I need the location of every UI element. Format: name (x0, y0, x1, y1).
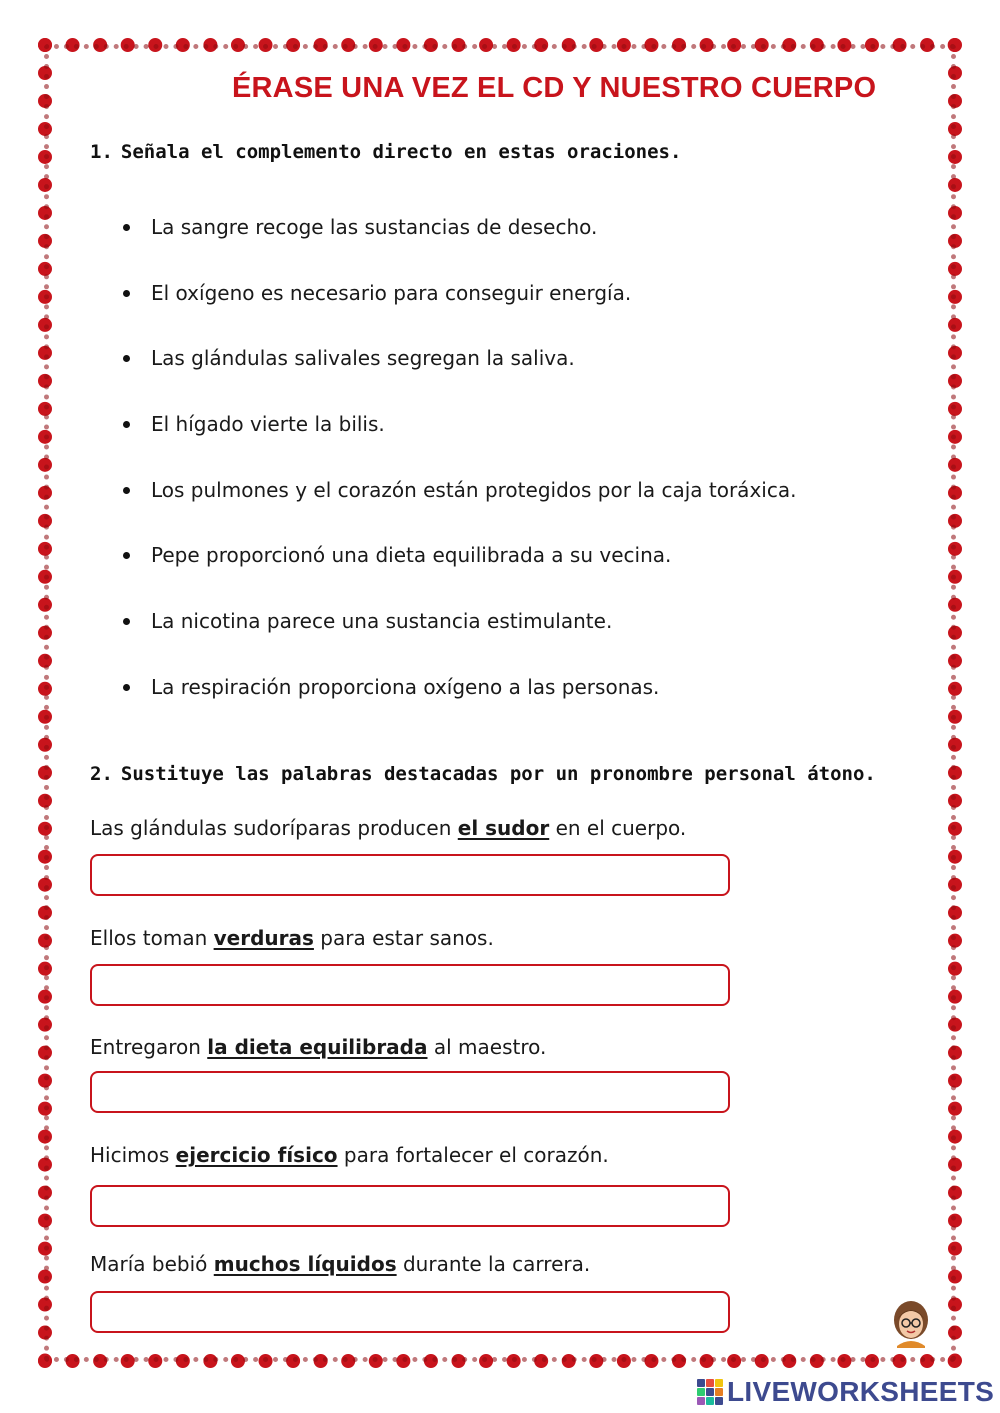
exercise-sentence (90, 926, 494, 950)
sentence-text: Entregaron (90, 1035, 208, 1059)
sentence-text: al maestro. (427, 1035, 547, 1059)
list-item[interactable]: El oxígeno es necesario para conseguir energía. (120, 272, 796, 338)
question-number: 2. (90, 763, 113, 785)
answer-input[interactable] (90, 854, 730, 896)
list-item[interactable]: Los pulmones y el corazón están protegidos por la caja toráxica. (120, 469, 796, 535)
exercise-sentence (90, 1143, 609, 1167)
answer-input[interactable] (90, 1291, 730, 1333)
liveworksheets-logo-icon (697, 1379, 723, 1405)
sentence-text: en el cuerpo. (549, 816, 687, 840)
sentence-text: Ellos toman (90, 926, 214, 950)
liveworksheets-logo (697, 1372, 994, 1412)
list-item[interactable]: La respiración proporciona oxígeno a las personas. (120, 666, 796, 732)
list-item[interactable]: Las glándulas salivales segregan la saliva. (120, 337, 796, 403)
sentence-text: para estar sanos. (313, 926, 494, 950)
sentence-text: Las glándulas sudoríparas producen (90, 816, 458, 840)
answer-input[interactable] (90, 964, 730, 1006)
list-item[interactable]: El hígado vierte la bilis. (120, 403, 796, 469)
answer-input[interactable] (90, 1185, 730, 1227)
question-number: 1. (90, 141, 113, 163)
exercise-sentence (90, 1035, 546, 1059)
answer-input[interactable] (90, 1071, 730, 1113)
list-item[interactable]: La sangre recoge las sustancias de desecho. (120, 206, 796, 272)
sentence-text: María bebió (90, 1252, 214, 1276)
question-2-instruction (90, 763, 876, 785)
exercise-sentence (90, 1252, 590, 1276)
logo-text: LIVEWORKSHEETS (727, 1376, 995, 1407)
highlighted-words: la dieta equilibrada (207, 1035, 428, 1059)
list-item[interactable]: La nicotina parece una sustancia estimulante. (120, 600, 796, 666)
sentence-text: Hicimos (90, 1143, 176, 1167)
list-item[interactable]: Pepe proporcionó una dieta equilibrada a su vecina. (120, 534, 796, 600)
question-text: Señala el complemento directo en estas oraciones. (120, 141, 682, 163)
question-1-instruction (90, 141, 681, 163)
highlighted-words: muchos líquidos (213, 1252, 397, 1276)
highlighted-words: el sudor (457, 816, 550, 840)
teacher-avatar-icon (889, 1300, 933, 1348)
page-title: ÉRASE UNA VEZ EL CD Y NUESTRO CUERPO (232, 72, 877, 104)
question-text: Sustituye las palabras destacadas por un pronombre personal átono. (120, 763, 876, 785)
sentence-text: para fortalecer el corazón. (337, 1143, 609, 1167)
sentence-text: durante la carrera. (396, 1252, 591, 1276)
highlighted-words: verduras (213, 926, 314, 950)
highlighted-words: ejercicio físico (175, 1143, 338, 1167)
exercise-sentence (90, 816, 686, 840)
sentence-list (120, 206, 796, 732)
